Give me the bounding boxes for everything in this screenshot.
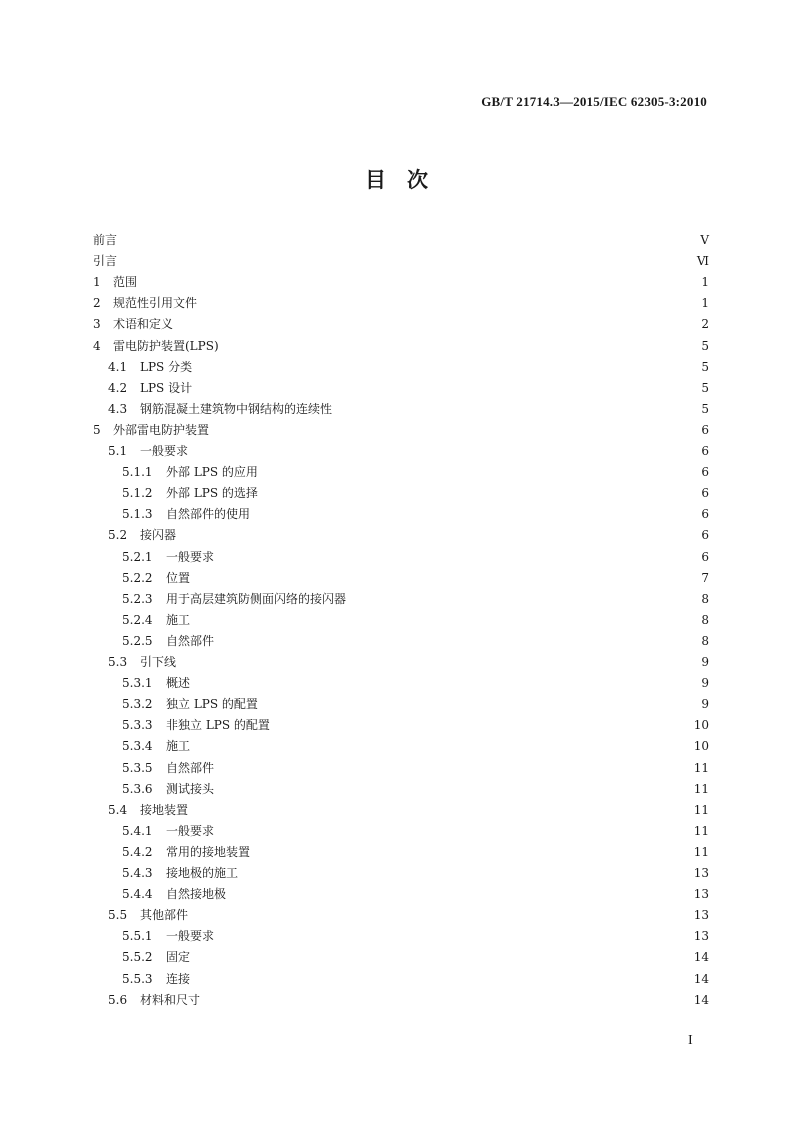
dot-leader — [196, 568, 693, 588]
toc-entry-number: 5.4.4 — [122, 887, 153, 902]
toc-entry-number: 1 — [93, 275, 101, 290]
dot-leader — [196, 610, 693, 630]
toc-entry[interactable] — [122, 884, 709, 904]
toc-entry[interactable] — [93, 293, 709, 313]
toc-entry[interactable] — [122, 694, 709, 714]
toc-entry-number: 4.2 — [108, 380, 128, 395]
dot-leader — [264, 483, 693, 503]
dot-leader — [220, 758, 688, 778]
toc-entry-number: 5.2.3 — [122, 591, 153, 606]
toc-entry-title: 常用的接地装置 — [166, 844, 251, 859]
toc-entry-number: 5.2.5 — [122, 633, 153, 648]
toc-entry-title: 钢筋混凝土建筑物中钢结构的连续性 — [140, 401, 333, 416]
toc-entry-page: 6 — [701, 465, 709, 480]
toc-entry-page: 1 — [701, 296, 709, 311]
toc-entry[interactable] — [93, 230, 709, 250]
toc-entry[interactable] — [108, 800, 709, 820]
dot-leader — [196, 947, 688, 967]
toc-entry-title: 概述 — [166, 676, 191, 691]
toc-entry-number: 5.3.3 — [122, 718, 153, 733]
toc-entry-page: 6 — [701, 444, 709, 458]
dot-leader — [179, 314, 693, 334]
toc-entry-page: 9 — [701, 676, 709, 691]
standard-code: GB/T 21714.3—2015/IEC 62305-3:2010 — [481, 94, 707, 109]
toc-entry-title: 施工 — [166, 739, 191, 754]
toc-entry-number: 5.4.3 — [122, 866, 153, 880]
toc-entry[interactable] — [93, 336, 709, 356]
dot-leader — [256, 504, 693, 524]
toc-entry-number: 5.2.2 — [122, 570, 153, 585]
toc-entry-page: 14 — [693, 971, 709, 986]
toc-entry-page: 7 — [701, 570, 709, 585]
toc-entry[interactable] — [122, 547, 709, 567]
toc-entry-title: 其他部件 — [140, 908, 189, 923]
toc-entry-number: 5.2 — [108, 528, 128, 543]
toc-entry-title: 外部 LPS 的应用 — [166, 465, 258, 480]
toc-entry[interactable] — [122, 504, 709, 524]
toc-entry-page: 5 — [701, 359, 709, 374]
toc-entry-title: 连接 — [166, 971, 191, 986]
dot-leader — [194, 905, 688, 925]
dot-leader — [215, 420, 693, 440]
toc-entry-page: 13 — [693, 887, 709, 902]
toc-entry-title: 引下线 — [140, 655, 177, 669]
toc-entry-number: 5.5.3 — [122, 971, 153, 986]
dot-leader — [194, 441, 693, 461]
toc-entry-title: 一般要求 — [166, 823, 215, 838]
toc-entry-title: 范围 — [113, 275, 138, 290]
dot-leader — [244, 863, 688, 883]
toc-entry-title: 术语和定义 — [113, 317, 174, 332]
toc-entry-number: 5.3.2 — [122, 697, 153, 712]
toc-entry-page: 8 — [701, 591, 709, 606]
toc-entry-page: 11 — [693, 760, 709, 775]
toc-entry-number: 5.3.5 — [122, 760, 153, 775]
dot-leader — [123, 230, 693, 250]
toc-entry-title: 非独立 LPS 的配置 — [166, 718, 270, 733]
toc-entry-page: 8 — [701, 612, 709, 627]
toc-entry-page: 5 — [701, 338, 709, 353]
dot-leader — [206, 990, 688, 1010]
toc-entry-page: 8 — [701, 633, 709, 648]
toc-entry[interactable] — [93, 272, 709, 292]
dot-leader — [196, 673, 693, 693]
toc-entry-number: 2 — [93, 296, 101, 311]
toc-entry-title: 自然部件 — [166, 633, 215, 648]
dot-leader — [276, 715, 688, 735]
toc-entry[interactable] — [108, 441, 709, 461]
toc-entry-page: 11 — [693, 781, 709, 796]
toc-entry-title: 用于高层建筑防侧面闪络的接闪器 — [166, 591, 347, 606]
toc-entry-number: 3 — [93, 317, 101, 332]
toc-entry-number: 5.4.2 — [122, 844, 153, 859]
toc-entry[interactable] — [122, 589, 709, 609]
toc-entry-number: 5.3.1 — [122, 676, 153, 691]
dot-leader — [232, 884, 688, 904]
dot-leader — [182, 652, 693, 672]
toc-entry-title: 独立 LPS 的配置 — [166, 697, 258, 712]
dot-leader — [143, 272, 693, 292]
toc-entry-title: 固定 — [166, 950, 191, 965]
toc-entry[interactable] — [93, 314, 709, 334]
toc-entry[interactable] — [108, 525, 709, 545]
toc-entry-page: 9 — [701, 655, 709, 669]
toc-entry[interactable] — [122, 863, 709, 883]
toc-entry-number: 5.3 — [108, 655, 128, 669]
toc-entry-number: 5.1.2 — [122, 486, 153, 501]
dot-leader — [220, 631, 693, 651]
toc-entry-page: 5 — [701, 380, 709, 395]
dot-leader — [220, 779, 688, 799]
toc-entry[interactable] — [122, 842, 709, 862]
toc-entry[interactable] — [122, 673, 709, 693]
toc-entry-title: 施工 — [166, 612, 191, 627]
toc-entry-title: 自然部件的使用 — [166, 507, 251, 522]
toc-entry[interactable] — [122, 947, 709, 967]
toc-entry[interactable] — [122, 821, 709, 841]
toc-entry-page: Ⅴ — [700, 233, 709, 247]
toc-entry-page: 5 — [701, 401, 709, 416]
toc-entry-number: 5.4.1 — [122, 823, 153, 838]
toc-entry[interactable] — [108, 357, 709, 377]
toc-entry-page: 10 — [693, 718, 709, 733]
toc-entry-number: 5.3.6 — [122, 781, 153, 796]
toc-entry[interactable] — [122, 969, 709, 989]
toc-entry-page: Ⅵ — [696, 254, 709, 269]
toc-entry-number: 5.5 — [108, 908, 128, 923]
toc-entry[interactable] — [122, 758, 709, 778]
toc-entry-number: 5.3.4 — [122, 739, 153, 754]
toc-entry[interactable] — [122, 715, 709, 735]
toc-entry-title: 接闪器 — [140, 528, 177, 543]
toc-entry-title: 接地极的施工 — [166, 866, 239, 880]
dot-leader — [123, 251, 691, 271]
toc-entry-title: 自然接地极 — [166, 887, 227, 902]
toc-entry-page: 13 — [693, 929, 709, 944]
toc-entry[interactable] — [122, 779, 709, 799]
toc-entry-page: 11 — [693, 802, 709, 817]
toc-entry-number: 4.1 — [108, 359, 128, 374]
toc-entry-page: 9 — [701, 697, 709, 712]
toc-entry-title: 一般要求 — [166, 929, 215, 944]
dot-leader — [225, 336, 693, 356]
toc-entry-page: 13 — [693, 866, 709, 880]
toc-entry-number: 5.2.1 — [122, 549, 153, 564]
toc-entry[interactable] — [108, 905, 709, 925]
toc-entry-title: 材料和尺寸 — [140, 992, 201, 1007]
toc-entry[interactable] — [122, 610, 709, 630]
dot-leader — [220, 547, 693, 567]
toc-entry[interactable] — [93, 251, 709, 271]
toc-entry-title: 接地装置 — [140, 802, 189, 817]
toc-entry-title: LPS 设计 — [140, 380, 193, 395]
toc-entry-number: 5.4 — [108, 802, 128, 817]
toc-entry-number: 5.2.4 — [122, 612, 153, 627]
dot-leader — [198, 378, 693, 398]
toc-entry-page: 1 — [701, 275, 709, 290]
toc-entry[interactable] — [122, 568, 709, 588]
dot-leader — [338, 399, 693, 419]
dot-leader — [220, 926, 688, 946]
toc-entry-page: 6 — [701, 549, 709, 564]
dot-leader — [194, 800, 688, 820]
toc-entry-title: 前言 — [93, 233, 118, 247]
toc-entry-page: 6 — [701, 422, 709, 437]
toc-entry-number: 5 — [93, 422, 101, 437]
toc-entry-title: 位置 — [166, 570, 191, 585]
dot-leader — [182, 525, 693, 545]
toc-entry-page: 14 — [693, 992, 709, 1007]
dot-leader — [220, 821, 688, 841]
toc-entry-title: LPS 分类 — [140, 359, 193, 374]
toc-entry-title: 外部雷电防护装置 — [113, 422, 210, 437]
toc-entry-title: 引言 — [93, 254, 118, 269]
page-number: I — [688, 1033, 693, 1048]
toc-entry[interactable] — [122, 736, 709, 756]
toc-entry[interactable] — [108, 990, 709, 1010]
dot-leader — [256, 842, 688, 862]
toc-entry-page: 2 — [701, 317, 709, 332]
toc-entry-title: 雷电防护装置(LPS) — [113, 338, 219, 353]
toc-entry-page: 10 — [693, 739, 709, 754]
toc-entry-page: 6 — [701, 528, 709, 543]
toc-entry-title: 一般要求 — [140, 444, 189, 458]
toc-entry[interactable] — [122, 462, 709, 482]
toc-entry-number: 5.1 — [108, 444, 128, 458]
toc-entry-title: 一般要求 — [166, 549, 215, 564]
dot-leader — [203, 293, 693, 313]
dot-leader — [196, 969, 688, 989]
page-title: 目 次 — [365, 167, 428, 192]
toc-entry-number: 5.1.3 — [122, 507, 153, 522]
toc-entry-number: 4.3 — [108, 401, 128, 416]
toc-entry[interactable] — [122, 483, 709, 503]
toc-entry-page: 11 — [693, 823, 709, 838]
dot-leader — [352, 589, 693, 609]
toc-entry-page: 13 — [693, 908, 709, 923]
dot-leader — [264, 462, 693, 482]
toc-entry[interactable] — [108, 378, 709, 398]
toc-entry[interactable] — [93, 420, 709, 440]
dot-leader — [198, 357, 693, 377]
toc-entry-number: 5.1.1 — [122, 465, 153, 480]
toc-entry-title: 自然部件 — [166, 760, 215, 775]
toc-entry-page: 6 — [701, 507, 709, 522]
toc-entry-number: 5.5.2 — [122, 950, 153, 965]
toc-entry-page: 6 — [701, 486, 709, 501]
toc-entry[interactable] — [122, 926, 709, 946]
toc-entry-page: 11 — [693, 844, 709, 859]
toc-entry-title: 外部 LPS 的选择 — [166, 486, 258, 501]
toc-entry-title: 规范性引用文件 — [113, 296, 198, 311]
toc-entry-page: 14 — [693, 950, 709, 965]
toc-entry-number: 4 — [93, 338, 101, 353]
toc-entry[interactable] — [108, 652, 709, 672]
toc-entry-number: 5.6 — [108, 992, 128, 1007]
dot-leader — [196, 736, 688, 756]
dot-leader — [264, 694, 693, 714]
toc-entry[interactable] — [122, 631, 709, 651]
toc-entry-title: 测试接头 — [166, 781, 215, 796]
toc-entry-number: 5.5.1 — [122, 929, 153, 944]
toc-entry[interactable] — [108, 399, 709, 419]
